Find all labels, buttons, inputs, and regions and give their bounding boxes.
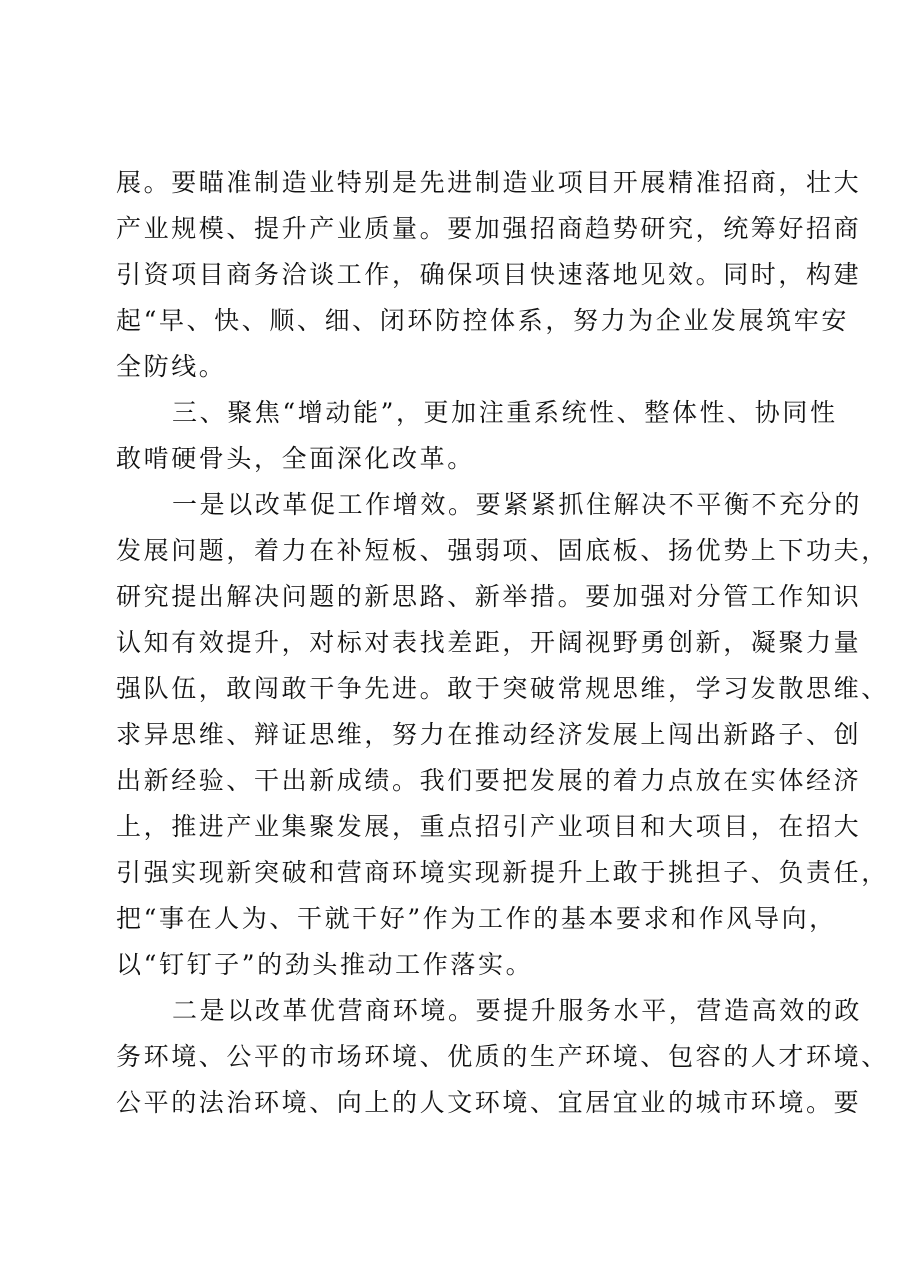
text-line: 强队伍，敢闯敢干争先进。敢于突破常规思维，学习发散思维、 (116, 674, 889, 703)
text-line: 研究提出解决问题的新思路、新举措。要加强对分管工作知识 (116, 582, 862, 611)
text-line: 公平的法治环境、向上的人文环境、宜居宜业的城市环境。要 (116, 1088, 862, 1117)
text-line: 产业规模、提升产业质量。要加强招商趋势研究，统筹好招商 (116, 214, 862, 243)
text-line: 全防线。 (116, 352, 227, 381)
text-line: 引强实现新突破和营商环境实现新提升上敢于挑担子、负责任， (116, 858, 889, 887)
text-line: 求异思维、辩证思维，努力在推动经济发展上闯出新路子、创 (116, 720, 862, 749)
text-line: 把“事在人为、干就干好”作为工作的基本要求和作风导向， (116, 904, 837, 933)
text-line: 上，推进产业集聚发展，重点招引产业项目和大项目，在招大 (116, 812, 862, 841)
section-heading: 敢啃硬骨头，全面深化改革。 (116, 444, 475, 473)
text-line: 起“早、快、顺、细、闭环防控体系，努力为企业发展筑牢安 (116, 306, 849, 335)
text-line: 发展问题，着力在补短板、强弱项、固底板、扬优势上下功夫， (116, 536, 889, 565)
paragraph-start: 一是以改革促工作增效。要紧紧抓住解决不平衡不充分的 (172, 490, 863, 519)
text-line: 出新经验、干出新成绩。我们要把发展的着力点放在实体经济 (116, 766, 862, 795)
text-line: 以“钉钉子”的劲头推动工作落实。 (116, 950, 534, 979)
text-line: 引资项目商务洽谈工作，确保项目快速落地见效。同时，构建 (116, 260, 862, 289)
text-line: 务环境、公平的市场环境、优质的生产环境、包容的人才环境、 (116, 1042, 889, 1071)
text-line: 展。要瞄准制造业特别是先进制造业项目开展精准招商，壮大 (116, 168, 862, 197)
paragraph-start: 二是以改革优营商环境。要提升服务水平，营造高效的政 (172, 996, 863, 1025)
text-line: 认知有效提升，对标对表找差距，开阔视野勇创新，凝聚力量 (116, 628, 862, 657)
section-heading: 三、聚焦“增动能”，更加注重系统性、整体性、协同性 (172, 398, 838, 427)
